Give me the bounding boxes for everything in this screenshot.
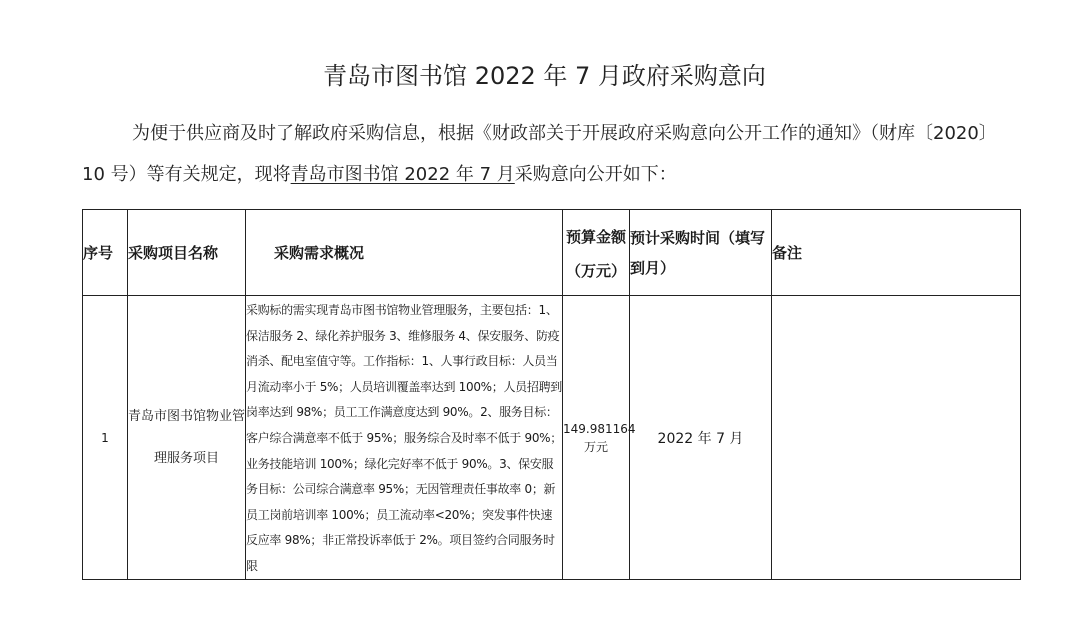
row-seq: 1 [83,296,128,580]
header-row [83,210,1021,296]
intro-line-1 [82,110,1022,157]
header-budget [563,210,630,296]
table-row [83,296,1021,580]
header-budget-line1: 预算金额 [565,227,626,246]
row-time: 2022 年 7 月 [630,296,772,580]
row-budget-value: 149.981164 [563,421,636,436]
header-time: 预计采购时间（填写到月） [630,210,772,296]
header-demand: 采购需求概况 [246,210,563,296]
header-name: 采购项目名称 [128,210,246,296]
intro-text-1: 为便于供应商及时了解政府采购信息，根据《财政部关于开展政府采购意向公开工作的通知》（财库〔2020〕 [132,123,997,144]
row-demand-text: 采购标的需实现青岛市图书馆物业管理服务，主要包括：1、保洁服务 2、绿化养护服务 3、维修服务 4、保安服务、防疫消杀、配电室值守等。工作指标：1、人事行政目标：人员当月流动率小于 5%；人员培训覆盖率达到 100%；人员招聘到岗率达到 98%；员工工作满意度达到 90%。2、服务目标：客户综合满意率不低于 95%；服务综合及时率不低于 90%；业务技能培训 100%；绿化完好率不低于 90%。3、保安服务目标：公司综合满意率 95%；无因管理责任事故率 0；新员工岗前培训率 100%；员工流动率<20%；突发事件快速反应率 98%；非正常投诉率低于 2%。项目签约合同服务时限 [246,303,562,573]
row-demand [246,296,563,580]
document-title: 青岛市图书馆 2022 年 7 月政府采购意向 [323,62,766,90]
header-note: 备注 [772,210,1021,296]
header-budget-line2: （万元） [565,261,626,280]
header-seq: 序号 [83,210,128,296]
intro-text-2a: 10 号）等有关规定，现将 [82,164,291,185]
row-budget-unit: 万元 [583,439,608,454]
row-budget [563,296,636,580]
row-project-name: 青岛市图书馆物业管理服务项目 [128,296,246,580]
intro-text-2b: 采购意向公开如下： [514,164,677,185]
procurement-table [82,209,1021,580]
intro-line-2 [82,151,1022,198]
intro-underlined: 青岛市图书馆 2022 年 7 月 [290,164,515,185]
row-note [772,296,1021,580]
